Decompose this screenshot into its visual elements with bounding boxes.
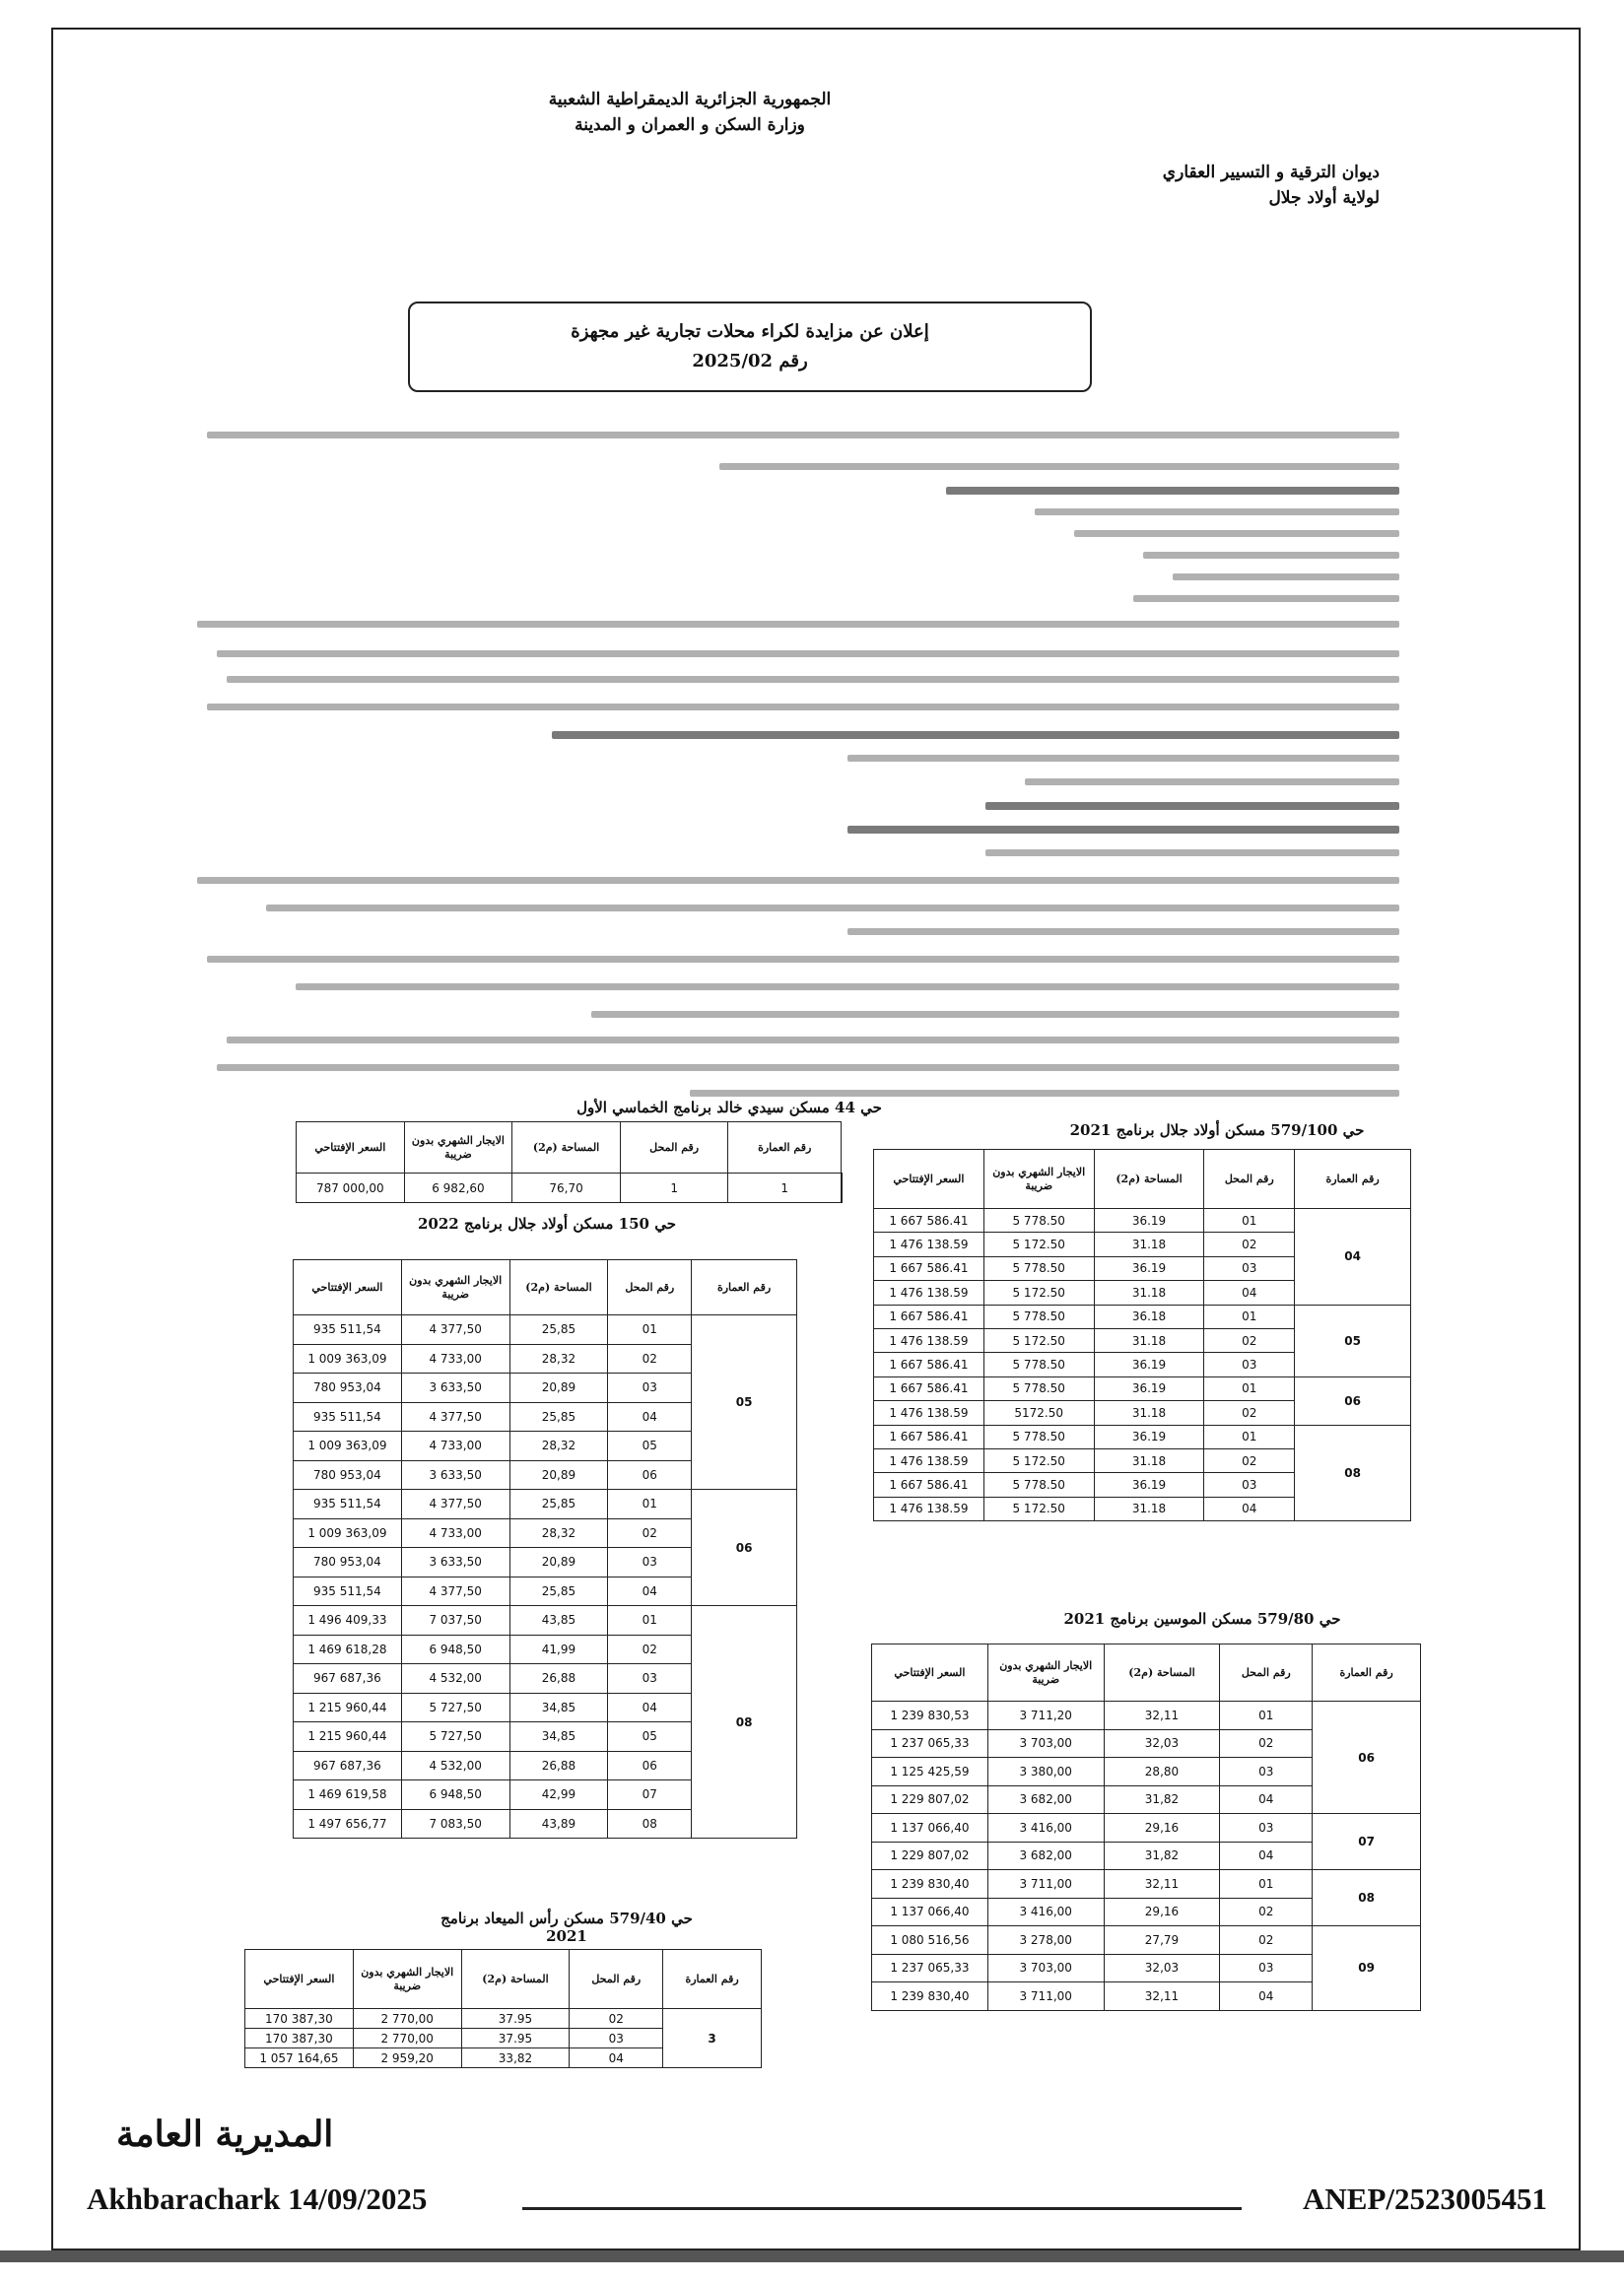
area-cell: 29,16 xyxy=(1104,1814,1220,1843)
body-text-line xyxy=(197,877,1399,884)
area-cell: 31.18 xyxy=(1094,1401,1204,1425)
body-text-line xyxy=(847,755,1399,762)
column-header: رقم العمارة xyxy=(663,1950,762,2009)
opening-price-cell: 935 511,54 xyxy=(294,1577,402,1606)
area-cell: 28,32 xyxy=(509,1518,608,1548)
monthly-rent-cell: 3 633,50 xyxy=(401,1460,509,1490)
monthly-rent-cell: 5 172.50 xyxy=(983,1497,1094,1520)
opening-price-cell: 967 687,36 xyxy=(294,1664,402,1694)
shop-number-cell: 08 xyxy=(608,1809,692,1839)
body-text-line xyxy=(690,1090,1399,1097)
building-number-cell: 08 xyxy=(1295,1425,1411,1521)
shop-number-cell: 01 xyxy=(1204,1376,1295,1400)
column-header: رقم المحل xyxy=(1204,1150,1295,1209)
area-cell: 20,89 xyxy=(509,1548,608,1577)
body-text-line xyxy=(197,621,1399,628)
area-cell: 42,99 xyxy=(509,1780,608,1810)
body-text-line xyxy=(227,1037,1399,1043)
monthly-rent-cell: 4 377,50 xyxy=(401,1315,509,1345)
shop-number-cell: 02 xyxy=(1204,1448,1295,1472)
undefined: 1 xyxy=(728,1174,842,1203)
shop-number-cell: 05 xyxy=(608,1722,692,1752)
body-text-line xyxy=(1074,530,1399,537)
monthly-rent-cell: 4 532,00 xyxy=(401,1664,509,1694)
column-header: المساحة (م2) xyxy=(512,1122,621,1174)
shop-number-cell: 03 xyxy=(1204,1473,1295,1497)
shop-number-cell: 04 xyxy=(1204,1497,1295,1520)
shop-number-cell: 04 xyxy=(608,1402,692,1432)
body-text-line xyxy=(946,487,1399,495)
table-title-sidi-khaled: حي 44 مسكن سيدي خالد برنامج الخماسي الأول xyxy=(576,1099,882,1116)
shop-number-cell: 1 xyxy=(620,1174,728,1203)
area-cell: 20,89 xyxy=(509,1374,608,1403)
shop-number-cell: 03 xyxy=(1220,1814,1313,1843)
column-header: رقم العمارة xyxy=(1313,1644,1421,1702)
monthly-rent-cell: 3 278,00 xyxy=(987,1926,1104,1955)
area-cell: 41,99 xyxy=(509,1635,608,1664)
shop-number-cell: 02 xyxy=(608,1344,692,1374)
opening-price-cell: 1 667 586.41 xyxy=(874,1305,984,1328)
republic-line: الجمهورية الجزائرية الديمقراطية الشعبية xyxy=(548,90,832,109)
opening-price-cell: 967 687,36 xyxy=(294,1751,402,1780)
area-cell: 32,11 xyxy=(1104,1702,1220,1730)
area-cell: 28,32 xyxy=(509,1344,608,1374)
monthly-rent-cell: 7 083,50 xyxy=(401,1809,509,1839)
shop-number-cell: 02 xyxy=(608,1635,692,1664)
opening-price-cell: 1 667 586.41 xyxy=(874,1473,984,1497)
table-row xyxy=(872,1702,1421,1730)
shop-number-cell: 01 xyxy=(608,1490,692,1519)
shop-number-cell: 02 xyxy=(1204,1328,1295,1352)
opening-price-cell: 1 137 066,40 xyxy=(872,1898,988,1926)
shop-number-cell: 01 xyxy=(1204,1209,1295,1233)
monthly-rent-cell: 3 682,00 xyxy=(987,1842,1104,1870)
shop-number-cell: 04 xyxy=(1220,1842,1313,1870)
building-number-cell: 07 xyxy=(1313,1814,1421,1870)
monthly-rent-cell: 4 733,00 xyxy=(401,1432,509,1461)
opening-price-cell: 1 497 656,77 xyxy=(294,1809,402,1839)
area-cell: 31.18 xyxy=(1094,1448,1204,1472)
column-header: رقم العمارة xyxy=(692,1260,797,1315)
opening-price-cell: 1 667 586.41 xyxy=(874,1353,984,1376)
body-text-line xyxy=(296,983,1399,990)
shop-number-cell: 03 xyxy=(570,2029,663,2048)
monthly-rent-cell: 5 727,50 xyxy=(401,1693,509,1722)
opening-price-cell: 1 667 586.41 xyxy=(874,1256,984,1280)
opening-price-cell: 1 080 516,56 xyxy=(872,1926,988,1955)
area-cell: 36.19 xyxy=(1094,1256,1204,1280)
column-header: السعر الإفتتاحي xyxy=(294,1260,402,1315)
area-cell: 36.19 xyxy=(1094,1425,1204,1448)
area-cell: 36.19 xyxy=(1094,1353,1204,1376)
body-text-line xyxy=(552,731,1399,739)
column-header: رقم المحل xyxy=(620,1122,728,1174)
column-header: السعر الإفتتاحي xyxy=(245,1950,354,2009)
monthly-rent-cell: 5 727,50 xyxy=(401,1722,509,1752)
monthly-rent-cell: 3 703,00 xyxy=(987,1954,1104,1982)
building-number-cell: 06 xyxy=(1313,1702,1421,1814)
column-header: السعر الإفتتاحي xyxy=(874,1150,984,1209)
area-cell: 28,32 xyxy=(509,1432,608,1461)
shop-number-cell: 03 xyxy=(608,1548,692,1577)
opening-price-cell: 1 215 960,44 xyxy=(294,1722,402,1752)
opening-price-cell: 1 237 065,33 xyxy=(872,1729,988,1758)
column-header: السعر الإفتتاحي xyxy=(872,1644,988,1702)
opening-price-cell: 935 511,54 xyxy=(294,1315,402,1345)
opening-price-cell: 1 125 425,59 xyxy=(872,1758,988,1786)
area-cell: 36.19 xyxy=(1094,1376,1204,1400)
area-cell: 32,11 xyxy=(1104,1870,1220,1899)
table-ras-miad xyxy=(244,1949,762,2068)
footer-rule xyxy=(522,2207,1242,2210)
shop-number-cell: 07 xyxy=(608,1780,692,1810)
monthly-rent-cell: 5 778.50 xyxy=(983,1425,1094,1448)
area-cell: 27,79 xyxy=(1104,1926,1220,1955)
office-header xyxy=(1143,160,1380,211)
monthly-rent-cell: 5 778.50 xyxy=(983,1256,1094,1280)
opening-price-cell: 1 009 363,09 xyxy=(294,1344,402,1374)
building-number-cell: 05 xyxy=(692,1315,797,1490)
shop-number-cell: 03 xyxy=(1220,1954,1313,1982)
area-cell: 43,85 xyxy=(509,1606,608,1636)
opening-price-cell: 1 469 618,28 xyxy=(294,1635,402,1664)
column-header: المساحة (م2) xyxy=(509,1260,608,1315)
opening-price-cell: 935 511,54 xyxy=(294,1402,402,1432)
table-ouled-djellal-100 xyxy=(873,1149,1411,1521)
area-cell: 25,85 xyxy=(509,1402,608,1432)
monthly-rent-cell: 5 172.50 xyxy=(983,1233,1094,1256)
opening-price-cell: 780 953,04 xyxy=(294,1374,402,1403)
opening-price-cell: 935 511,54 xyxy=(294,1490,402,1519)
opening-price-cell: 1 239 830,53 xyxy=(872,1702,988,1730)
shop-number-cell: 01 xyxy=(1220,1870,1313,1899)
area-cell: 37.95 xyxy=(461,2009,570,2029)
opening-price-cell: 1 057 164,65 xyxy=(245,2048,354,2068)
opening-price-cell: 1 667 586.41 xyxy=(874,1425,984,1448)
shop-number-cell: 03 xyxy=(1220,1758,1313,1786)
body-text-line xyxy=(207,704,1399,710)
body-text-line xyxy=(217,650,1399,657)
announcement-heading: إعلان عن مزايدة لكراء محلات تجارية غير مجهزة xyxy=(571,321,929,342)
shop-number-cell: 06 xyxy=(608,1751,692,1780)
building-number-cell: 08 xyxy=(692,1606,797,1839)
monthly-rent-cell: 3 711,00 xyxy=(987,1870,1104,1899)
monthly-rent-cell: 5 778.50 xyxy=(983,1209,1094,1233)
shop-number-cell: 04 xyxy=(1204,1281,1295,1305)
shop-number-cell: 04 xyxy=(570,2048,663,2068)
column-header: الايجار الشهري بدون ضريبة xyxy=(987,1644,1104,1702)
body-text-line xyxy=(847,826,1399,834)
monthly-rent-cell: 6 948,50 xyxy=(401,1635,509,1664)
body-text-line xyxy=(1133,595,1399,602)
opening-price-cell: 1 009 363,09 xyxy=(294,1518,402,1548)
table-moussine xyxy=(871,1644,1421,2011)
body-text-line xyxy=(207,432,1399,438)
body-text-line xyxy=(985,802,1399,810)
column-header: الايجار الشهري بدون ضريبة xyxy=(401,1260,509,1315)
opening-price-cell: 1 237 065,33 xyxy=(872,1954,988,1982)
opening-price-cell: 1 215 960,44 xyxy=(294,1693,402,1722)
building-number-cell: 08 xyxy=(1313,1870,1421,1926)
monthly-rent-cell: 3 682,00 xyxy=(987,1785,1104,1814)
monthly-rent-cell: 3 711,00 xyxy=(987,1982,1104,2011)
area-cell: 31.18 xyxy=(1094,1233,1204,1256)
table-row xyxy=(874,1305,1411,1328)
table-title-moussine: حي 579/80 مسكن الموسين برنامج 2021 xyxy=(1063,1610,1341,1628)
monthly-rent-cell: 4 377,50 xyxy=(401,1490,509,1519)
shop-number-cell: 01 xyxy=(608,1315,692,1345)
area-cell: 36.19 xyxy=(1094,1473,1204,1497)
shop-number-cell: 01 xyxy=(608,1606,692,1636)
area-cell: 31.18 xyxy=(1094,1328,1204,1352)
table-row xyxy=(872,1926,1421,1955)
opening-price-cell: 787 000,00 xyxy=(297,1174,405,1203)
shop-number-cell: 02 xyxy=(1220,1926,1313,1955)
table-row xyxy=(874,1376,1411,1400)
shop-number-cell: 04 xyxy=(1220,1785,1313,1814)
monthly-rent-cell: 3 416,00 xyxy=(987,1898,1104,1926)
monthly-rent-cell: 4 733,00 xyxy=(401,1344,509,1374)
column-header: الايجار الشهري بدون ضريبة xyxy=(353,1950,461,2009)
shop-number-cell: 02 xyxy=(1204,1233,1295,1256)
opening-price-cell: 1 476 138.59 xyxy=(874,1497,984,1520)
monthly-rent-cell: 4 733,00 xyxy=(401,1518,509,1548)
shop-number-cell: 02 xyxy=(570,2009,663,2029)
building-number-cell: 04 xyxy=(1295,1209,1411,1306)
opening-price-cell: 1 476 138.59 xyxy=(874,1401,984,1425)
opening-price-cell: 1 469 619,58 xyxy=(294,1780,402,1810)
monthly-rent-cell: 5172.50 xyxy=(983,1401,1094,1425)
column-header: المساحة (م2) xyxy=(461,1950,570,2009)
shop-number-cell: 04 xyxy=(608,1577,692,1606)
monthly-rent-cell: 2 770,00 xyxy=(353,2029,461,2048)
area-cell: 32,03 xyxy=(1104,1729,1220,1758)
area-cell: 34,85 xyxy=(509,1693,608,1722)
monthly-rent-cell: 2 770,00 xyxy=(353,2009,461,2029)
table-row xyxy=(872,1814,1421,1843)
opening-price-cell: 1 476 138.59 xyxy=(874,1448,984,1472)
area-cell: 28,80 xyxy=(1104,1758,1220,1786)
opening-price-cell: 780 953,04 xyxy=(294,1548,402,1577)
shop-number-cell: 02 xyxy=(1220,1898,1313,1926)
table-title-ouled-djellal-100: حي 579/100 مسكن أولاد جلال برنامج 2021 xyxy=(1069,1121,1365,1139)
shop-number-cell: 05 xyxy=(608,1432,692,1461)
table-row xyxy=(297,1174,843,1203)
area-cell: 36.18 xyxy=(1094,1305,1204,1328)
monthly-rent-cell: 5 172.50 xyxy=(983,1328,1094,1352)
area-cell: 25,85 xyxy=(509,1315,608,1345)
building-number-cell: 05 xyxy=(1295,1305,1411,1376)
column-header: رقم المحل xyxy=(1220,1644,1313,1702)
anep-reference: ANEP/2523005451 xyxy=(1303,2181,1547,2216)
building-number-cell: 3 xyxy=(663,2009,762,2068)
ministry-header xyxy=(512,87,867,138)
area-cell: 20,89 xyxy=(509,1460,608,1490)
monthly-rent-cell: 3 633,50 xyxy=(401,1548,509,1577)
body-text-line xyxy=(217,1064,1399,1071)
opening-price-cell: 1 239 830,40 xyxy=(872,1982,988,2011)
monthly-rent-cell: 7 037,50 xyxy=(401,1606,509,1636)
area-cell: 31,82 xyxy=(1104,1842,1220,1870)
area-cell: 26,88 xyxy=(509,1751,608,1780)
table-row xyxy=(294,1490,797,1519)
area-cell: 26,88 xyxy=(509,1664,608,1694)
table-title-ouled-djellal-150: حي 150 مسكن أولاد جلال برنامج 2022 xyxy=(418,1215,676,1233)
column-header: رقم المحل xyxy=(608,1260,692,1315)
shop-number-cell: 04 xyxy=(1220,1982,1313,2011)
announcement-number: رقم 2025/02 xyxy=(692,351,808,371)
area-cell: 25,85 xyxy=(509,1577,608,1606)
area-cell: 43,89 xyxy=(509,1809,608,1839)
shop-number-cell: 01 xyxy=(1204,1305,1295,1328)
shop-number-cell: 01 xyxy=(1204,1425,1295,1448)
building-number-cell: 09 xyxy=(1313,1926,1421,2011)
opening-price-cell: 170 387,30 xyxy=(245,2009,354,2029)
column-header: المساحة (م2) xyxy=(1104,1644,1220,1702)
table-sidi-khaled xyxy=(296,1121,843,1203)
opening-price-cell: 1 476 138.59 xyxy=(874,1233,984,1256)
opening-price-cell: 1 009 363,09 xyxy=(294,1432,402,1461)
building-number-cell: 06 xyxy=(1295,1376,1411,1425)
area-cell: 37.95 xyxy=(461,2029,570,2048)
monthly-rent-cell: 5 778.50 xyxy=(983,1305,1094,1328)
directorate-signature: المديرية العامة xyxy=(116,2114,334,2155)
shop-number-cell: 06 xyxy=(608,1460,692,1490)
monthly-rent-cell: 4 377,50 xyxy=(401,1402,509,1432)
building-number-cell: 06 xyxy=(692,1490,797,1606)
monthly-rent-cell: 4 532,00 xyxy=(401,1751,509,1780)
body-text-line xyxy=(266,905,1399,911)
table-title-ras-miad: حي 579/40 مسكن رأس الميعاد برنامج 2021 xyxy=(440,1910,693,1945)
office-line: ديوان الترقية و التسيير العقاري xyxy=(1162,163,1380,182)
monthly-rent-cell: 6 982,60 xyxy=(404,1174,512,1203)
column-header: المساحة (م2) xyxy=(1094,1150,1204,1209)
table-row xyxy=(245,2009,762,2029)
monthly-rent-cell: 3 380,00 xyxy=(987,1758,1104,1786)
opening-price-cell: 1 239 830,40 xyxy=(872,1870,988,1899)
body-text-line xyxy=(1035,508,1399,515)
body-text-line xyxy=(207,956,1399,963)
opening-price-cell: 1 476 138.59 xyxy=(874,1328,984,1352)
announcement-body-text xyxy=(197,432,1399,1102)
monthly-rent-cell: 5 172.50 xyxy=(983,1281,1094,1305)
ministry-line: وزارة السكن و العمران و المدينة xyxy=(575,115,805,135)
shop-number-cell: 02 xyxy=(608,1518,692,1548)
table-row xyxy=(872,1870,1421,1899)
body-text-line xyxy=(1025,778,1399,785)
table-row xyxy=(874,1425,1411,1448)
area-cell: 31.18 xyxy=(1094,1497,1204,1520)
table-ouled-djellal-150 xyxy=(293,1259,797,1839)
area-cell: 25,85 xyxy=(509,1490,608,1519)
column-header: السعر الإفتتاحي xyxy=(297,1122,405,1174)
column-header: رقم العمارة xyxy=(1295,1150,1411,1209)
shop-number-cell: 02 xyxy=(1220,1729,1313,1758)
monthly-rent-cell: 3 633,50 xyxy=(401,1374,509,1403)
table-row xyxy=(874,1209,1411,1233)
opening-price-cell: 1 229 807,02 xyxy=(872,1842,988,1870)
shop-number-cell: 03 xyxy=(1204,1353,1295,1376)
area-cell: 76,70 xyxy=(512,1174,621,1203)
shop-number-cell: 03 xyxy=(608,1374,692,1403)
body-text-line xyxy=(591,1011,1399,1018)
table-row xyxy=(294,1315,797,1345)
area-cell: 31.18 xyxy=(1094,1281,1204,1305)
body-text-line xyxy=(847,928,1399,935)
column-header: الايجار الشهري بدون ضريبة xyxy=(983,1150,1094,1209)
building-number-cell xyxy=(842,1174,843,1203)
body-text-line xyxy=(719,463,1399,470)
monthly-rent-cell: 2 959,20 xyxy=(353,2048,461,2068)
newspaper-date: Akhbarachark 14/09/2025 xyxy=(87,2181,428,2216)
shop-number-cell: 04 xyxy=(608,1693,692,1722)
monthly-rent-cell: 3 703,00 xyxy=(987,1729,1104,1758)
monthly-rent-cell: 5 172.50 xyxy=(983,1448,1094,1472)
opening-price-cell: 1 667 586.41 xyxy=(874,1209,984,1233)
monthly-rent-cell: 5 778.50 xyxy=(983,1376,1094,1400)
area-cell: 33,82 xyxy=(461,2048,570,2068)
body-text-line xyxy=(985,849,1399,856)
area-cell: 32,11 xyxy=(1104,1982,1220,2011)
area-cell: 32,03 xyxy=(1104,1954,1220,1982)
area-cell: 34,85 xyxy=(509,1722,608,1752)
column-header: الايجار الشهري بدون ضريبة xyxy=(404,1122,512,1174)
shop-number-cell: 03 xyxy=(1204,1256,1295,1280)
monthly-rent-cell: 3 711,20 xyxy=(987,1702,1104,1730)
area-cell: 31,82 xyxy=(1104,1785,1220,1814)
table-row xyxy=(294,1606,797,1636)
monthly-rent-cell: 3 416,00 xyxy=(987,1814,1104,1843)
opening-price-cell: 780 953,04 xyxy=(294,1460,402,1490)
column-header: رقم المحل xyxy=(570,1950,663,2009)
monthly-rent-cell: 5 778.50 xyxy=(983,1473,1094,1497)
monthly-rent-cell: 5 778.50 xyxy=(983,1353,1094,1376)
body-text-line xyxy=(1173,573,1399,580)
opening-price-cell: 1 667 586.41 xyxy=(874,1376,984,1400)
column-header: رقم العمارة xyxy=(728,1122,842,1174)
area-cell: 36.19 xyxy=(1094,1209,1204,1233)
monthly-rent-cell: 6 948,50 xyxy=(401,1780,509,1810)
body-text-line xyxy=(1143,552,1399,559)
opening-price-cell: 1 476 138.59 xyxy=(874,1281,984,1305)
opening-price-cell: 1 496 409,33 xyxy=(294,1606,402,1636)
shop-number-cell: 03 xyxy=(608,1664,692,1694)
area-cell: 29,16 xyxy=(1104,1898,1220,1926)
shop-number-cell: 01 xyxy=(1220,1702,1313,1730)
body-text-line xyxy=(227,676,1399,683)
wilaya-line: لولاية أولاد جلال xyxy=(1268,188,1380,208)
opening-price-cell: 1 137 066,40 xyxy=(872,1814,988,1843)
opening-price-cell: 170 387,30 xyxy=(245,2029,354,2048)
page-bottom-edge xyxy=(0,2250,1624,2262)
monthly-rent-cell: 4 377,50 xyxy=(401,1577,509,1606)
shop-number-cell: 02 xyxy=(1204,1401,1295,1425)
announcement-title-box xyxy=(408,302,1092,392)
opening-price-cell: 1 229 807,02 xyxy=(872,1785,988,1814)
